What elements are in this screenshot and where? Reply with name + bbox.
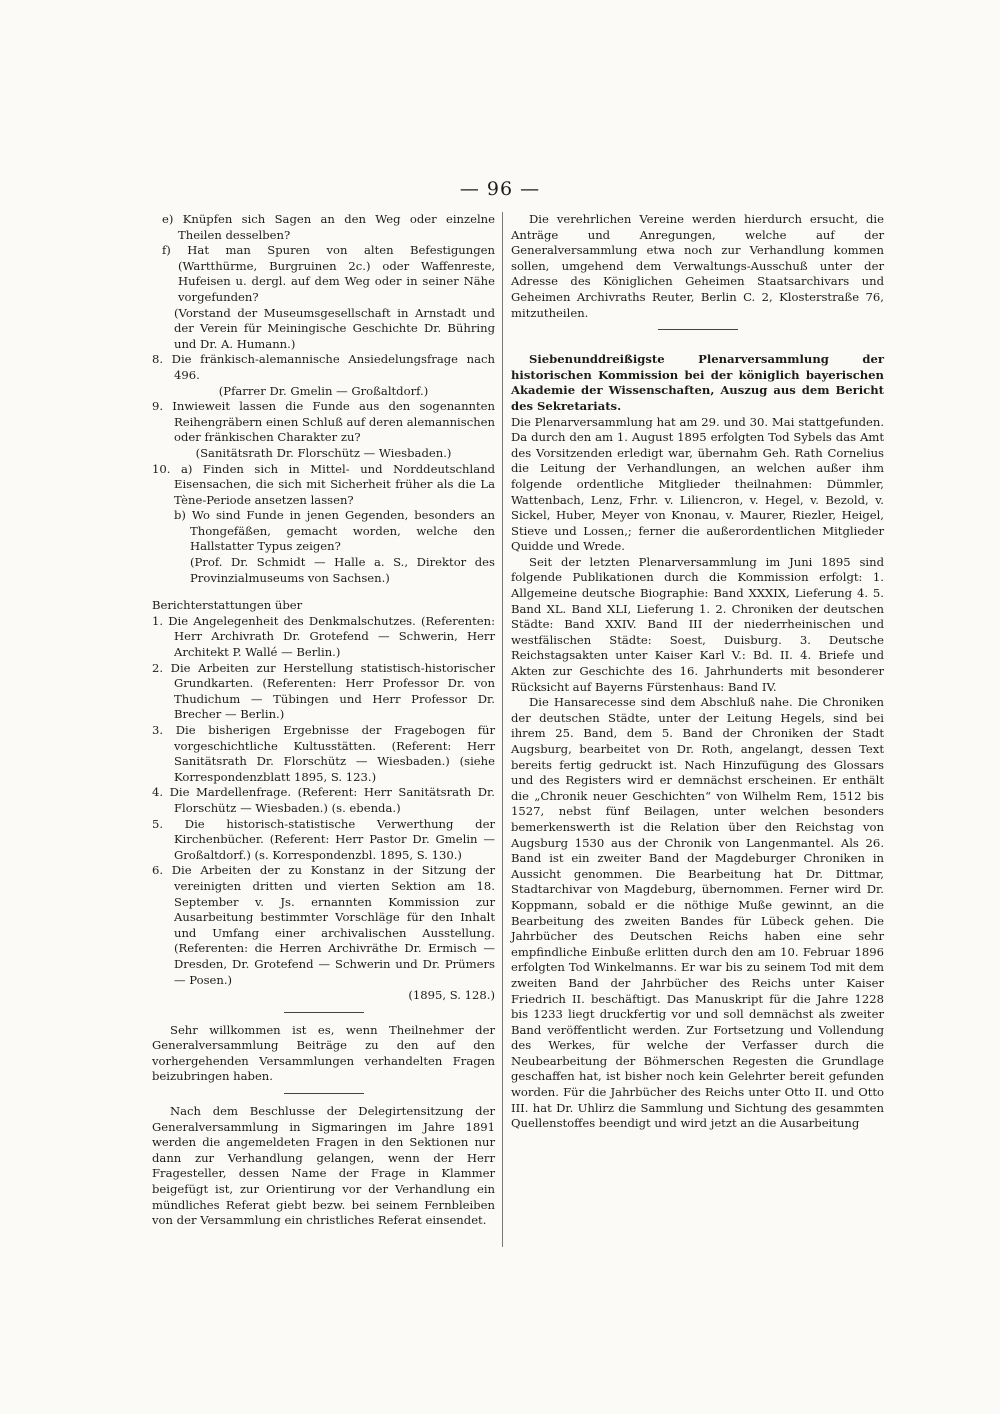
report-5: 5. Die historisch-statistische Verwerthung der Kirchenbücher. (Referent: Herr Pastor Dr. Gmelin — Großaltdorf.) (s. Korrespondenzbl. 1895, S. 130.) — [152, 816, 495, 862]
reports-title: Berichterstattungen über — [152, 598, 303, 613]
question-ef-reference: (Vorstand der Museumsgesellschaft in Arnstadt und der Verein für Meiningische Geschichte Dr. Bühring und Dr. A. Humann.) — [174, 305, 495, 351]
question-10a: 10. a) Finden sich in Mittel- und Norddeutschland Eisensachen, die sich mit Sicherheit früher als die La Tène-Periode ansetzen lassen? — [152, 461, 495, 507]
question-9-reference: (Sanitätsrath Dr. Florschütz — Wiesbaden.) — [195, 445, 452, 460]
right-column — [511, 212, 884, 1132]
question-10-reference: (Prof. Dr. Schmidt — Halle a. S., Direktor des Provinzialmuseums von Sachsen.) — [190, 555, 495, 585]
question-e: e) Knüpfen sich Sagen an den Weg oder einzelne Theilen desselben? — [162, 212, 495, 242]
question-f: f) Hat man Spuren von alten Befestigungen (Wartthürme, Burgruinen 2c.) oder Waffenreste, Hufeisen u. dergl. auf dem Weg oder in seiner Nähe vorgefunden? — [162, 243, 495, 304]
section-divider — [284, 1093, 364, 1094]
report-3: 3. Die bisherigen Ergebnisse der Fragebogen für vorgeschichtliche Kultusstätten. (Referent: Herr Sanitätsrath Dr. Florschütz — Wiesbaden.) (siehe Korrespondenzblatt 1895, S. 123.) — [152, 723, 495, 784]
section-divider — [658, 329, 738, 330]
question-8-reference: (Pfarrer Dr. Gmelin — Großaltdorf.) — [218, 383, 429, 398]
section-divider — [284, 1012, 364, 1013]
request-paragraph: Die verehrlichen Vereine werden hierdurch ersucht, die Anträge und Anregungen, welche auf der Generalversammlung etwa noch zur Verhandlung kommen sollen, umgehend dem Verwaltungs-Ausschuß unter der Adresse des Königlichen Geheimen Staatsarchivars und Geheimen Archivraths Reuter, Berlin C. 2, Klosterstraße 76, mitzutheilen. — [511, 212, 884, 320]
resolution-paragraph: Nach dem Beschlusse der Delegirtensitzung der Generalversammlung in Sigmaringen im Jahre 1891 werden die angemeldeten Fragen in den Sektionen nur dann zur Verhandlung gelangen, wenn der Herr Fragesteller, dessen Name der Frage in Klammer beigefügt ist, zur Orientirung vor der Verhandlung ein mündliches Referat giebt bezw. bei seinem Fernbleiben von der Versammlung ein christliches Referat einsendet. — [152, 1104, 495, 1228]
plenary-paragraph-2: Seit der letzten Plenarversammlung im Juni 1895 sind folgende Publikationen durch die Kommission erfolgt: 1. Allgemeine deutsche Biographie: Band XXXIX, Lieferung 4. 5. Band XL. Band XLI, Lieferung 1. 2. Chroniken der deutschen Städte: Band XXIV. Band III der niederrheinischen und westfälischen Städte: Soest, Duisburg. 3. Deutsche Reichstagsakten unter Kaiser Karl V.: Bd. II. 4. Briefe und Akten zur Geschichte des 16. Jahrhunderts mit besonderer Rücksicht auf Bayerns Fürstenhaus: Band IV. — [511, 554, 884, 694]
plenary-paragraph-3: Die Hansarecesse sind dem Abschluß nahe. Die Chroniken der deutschen Städte, unter der Leitung Hegels, sind bei ihrem 25. Band, dem 5. Band der Chroniken der Stadt Augsburg, bearbeitet von Dr. Roth, angelangt, dessen Text bereits fertig gedruckt ist. Nach Hinzufügung des Glossars und des Registers wird er demnächst erscheinen. Er enthält die „Chronik neuer Geschichten“ von Wilhelm Rem, 1512 bis 1527, nebst fünf Beilagen, unter welchen besonders bemerkenswerth ist die Relation über den Reichstag von Augsburg 1530 aus der Chronik von Langenmantel. Als 26. Band ist ein zweiter Band der Magdeburger Chroniken in Aussicht genommen. Die Bearbeitung hat Dr. Dittmar, Stadtarchivar von Magdeburg, übernommen. Ferner wird Dr. Koppmann, sobald er die nöthige Muße gewinnt, an die Bearbeitung des zweiten Bandes für Lübeck gehen. Die Jahrbücher des Deutschen Reichs haben eine sehr empfindliche Einbuße erlitten durch den am 10. Februar 1896 erfolgten Tod Winkelmanns. Er war bis zu seinem Tod mit dem zweiten Band der Jahrbücher des Reichs unter Kaiser Friedrich II. beschäftigt. Das Manuskript für die Jahre 1228 bis 1233 liegt druckfertig vor und soll demnächst als zweiter Band veröffentlicht werden. Zur Fortsetzung und Vollendung des Werkes, für welche der Verfasser durch die Neubearbeitung der Böhmerschen Regesten die Grundlage geschaffen hat, ist bisher noch kein Gelehrter bereit gefunden worden. Für die Jahrbücher des Reichs unter Otto II. und Otto III. hat Dr. Uhlirz die Sammlung und Sichtung des gesammten Quellenstoffes beendigt und wird jetzt an die Ausarbeitung — [511, 695, 884, 1131]
report-6: 6. Die Arbeiten der zu Konstanz in der Sitzung der vereinigten dritten und vierten Sektion am 18. September v. Js. ernannten Kommission zur Ausarbeitung bestimmter Vorschläge für den Inhalt und Umfang einer archivalischen Ausstellung. (Referenten: die Herren Archivräthe Dr. Ermisch — Dresden, Dr. Grotefend — Schwerin und Dr. Prümers — Posen.) — [152, 863, 495, 987]
report-1: 1. Die Angelegenheit des Denkmalschutzes. (Referenten: Herr Archivrath Dr. Grotefend — Schwerin, Herr Architekt P. Wallé — Berlin.) — [152, 613, 495, 660]
question-10b: b) Wo sind Funde in jenen Gegenden, besonders an Thongefäßen, gemacht worden, welche den Hallstatter Typus zeigen? — [174, 508, 495, 554]
report-2: 2. Die Arbeiten zur Herstellung statistisch-historischer Grundkarten. (Referenten: Herr Professor Dr. von Thudichum — Tübingen und Herr Professor Dr. Brecher — Berlin.) — [152, 660, 495, 722]
left-column — [152, 212, 495, 1229]
column-divider — [502, 212, 503, 1247]
plenary-heading: Siebenunddreißigste Plenarversammlung der historischen Kommission bei der königlich bayerischen Akademie der Wissenschaften, Auszug aus dem Bericht des Sekretariats. — [511, 352, 884, 413]
question-9: 9. Inwieweit lassen die Funde aus den sogenannten Reihengräbern einen Schluß auf deren alemannischen oder fränkischen Charakter zu? — [152, 399, 495, 445]
page-number: — 96 — — [459, 178, 541, 200]
report-6-reference: (1895, S. 128.) — [408, 988, 495, 1003]
question-8: 8. Die fränkisch-alemannische Ansiedelungsfrage nach 496. — [152, 352, 495, 382]
welcome-paragraph: Sehr willkommen ist es, wenn Theilnehmer der Generalversammlung Beiträge zu den auf den vorhergehenden Versammlungen verhandelten Fragen beizubringen haben. — [152, 1022, 495, 1084]
plenary-paragraph-1: Die Plenarversammlung hat am 29. und 30. Mai stattgefunden. Da durch den am 1. August 1895 erfolgten Tod Sybels das Amt des Vorsitzenden erledigt war, übernahm Geh. Rath Cornelius die Leitung der Verhandlungen, an welchen außer ihm folgende ordentliche Mitglieder theilnahmen: Dümmler, Wattenbach, Lenz, Frhr. v. Liliencron, v. Hegel, v. Bezold, v. Sickel, Huber, Meyer von Knonau, v. Maurer, Riezler, Heigel, Stieve und Lossen,; ferner die außerordentlichen Mitglieder Quidde und Wrede. — [511, 414, 884, 554]
report-4: 4. Die Mardellenfrage. (Referent: Herr Sanitätsrath Dr. Florschütz — Wiesbaden.) (s. ebenda.) — [152, 785, 495, 815]
